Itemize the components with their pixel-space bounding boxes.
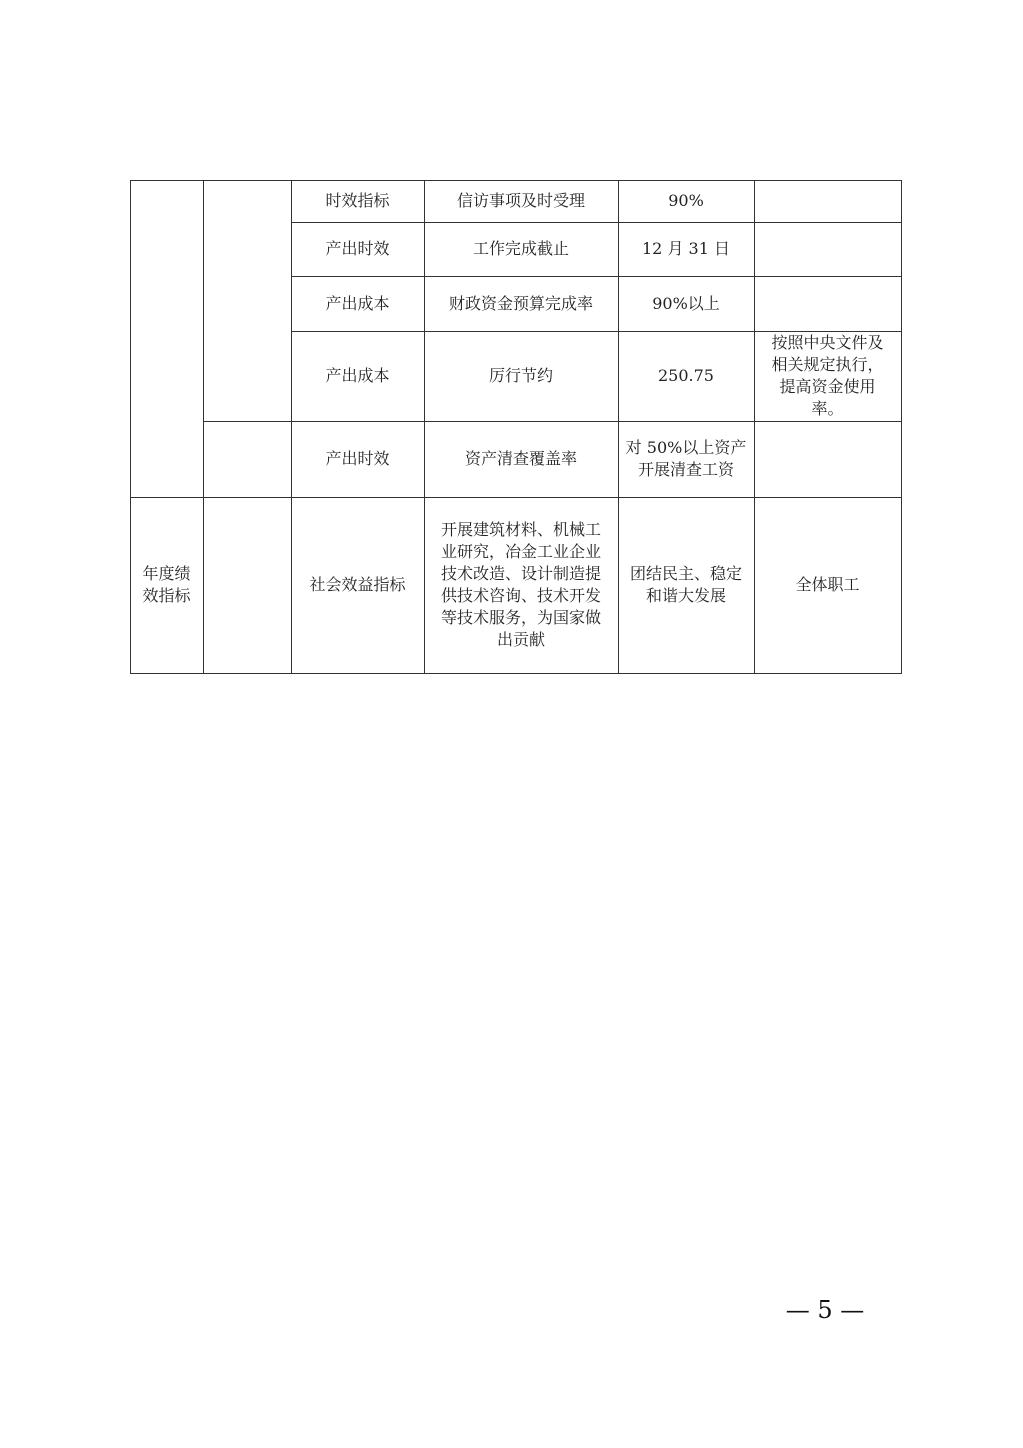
table-cell-target: 对 50%以上资产 开展清查工资	[625, 438, 747, 479]
table-cell-target: 12 月 31 日	[642, 239, 730, 258]
table-cell-category: 社会效益指标	[309, 575, 406, 594]
table-cell-category: 产出成本	[325, 293, 390, 313]
table-cell-target: 250.75	[658, 366, 714, 385]
table-cell-indicator: 资产清查覆盖率	[464, 449, 577, 468]
grid-line-col1	[203, 180, 204, 674]
grid-line-col6	[901, 180, 902, 674]
table-cell-indicator: 信访事项及时受理	[456, 191, 585, 210]
table-cell-indicator: 厉行节约	[488, 366, 553, 385]
table-cell-target: 90%	[668, 191, 704, 210]
table-cell-note	[754, 276, 901, 331]
table-cell-section: 年度绩 效指标	[142, 564, 191, 605]
table-cell-note: 全体职工	[795, 575, 860, 594]
table-cell-category: 产出时效	[325, 449, 390, 468]
table-cell-category: 产出时效	[325, 239, 390, 258]
table-cell-indicator: 开展建筑材料、机械工 业研究，冶金工业企业 技术改造、设计制造提 供技术咨询、技术开发 等技术服务，为国家做 出贡献	[440, 520, 601, 649]
table-cell-category: 时效指标	[325, 191, 390, 210]
table-cell-note	[754, 222, 901, 276]
table-cell-note	[754, 180, 901, 222]
table-cell-note	[754, 421, 901, 497]
table-cell-indicator: 工作完成截止	[472, 239, 569, 258]
grid-line-bottom	[130, 673, 902, 674]
table-cell-target: 90%以上	[652, 293, 720, 313]
page-number: — 5 —	[785, 1296, 865, 1324]
table-cell-target: 团结民主、稳定 和谐大发展	[629, 564, 742, 605]
table-cell-note: 按照中央文件及 相关规定执行， 提高资金使用 率。	[771, 333, 884, 418]
table-cell-category: 产出成本	[325, 366, 390, 385]
table-cell-indicator: 财政资金预算完成率	[448, 293, 593, 313]
